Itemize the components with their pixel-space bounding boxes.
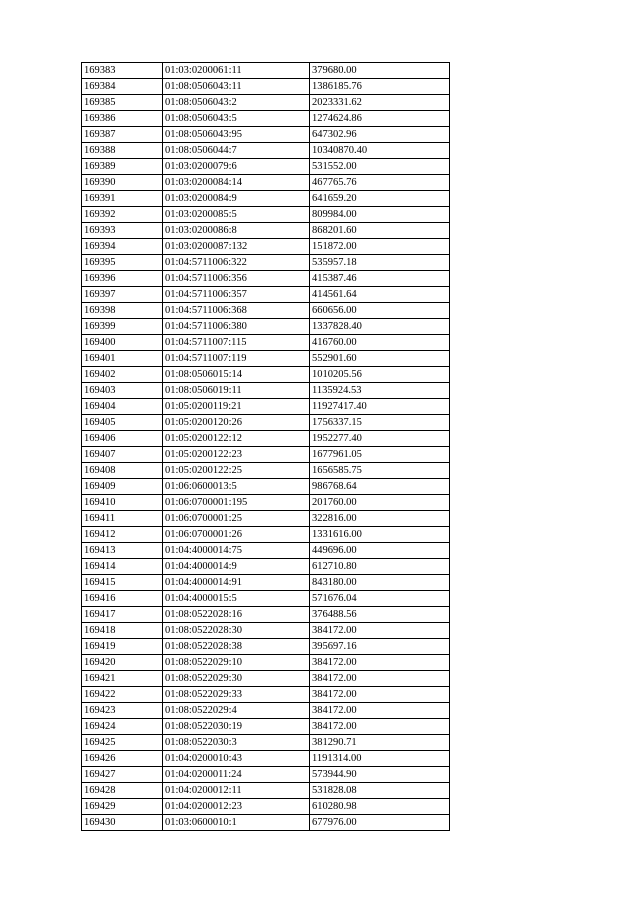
row-id-cell: 169413: [82, 543, 163, 559]
value-cell: 414561.64: [310, 287, 450, 303]
row-id-cell: 169394: [82, 239, 163, 255]
table-row: [82, 719, 450, 735]
row-id-cell: 169430: [82, 815, 163, 831]
value-cell: 573944.90: [310, 767, 450, 783]
row-id-cell: 169384: [82, 79, 163, 95]
cadastral-number-cell: 01:08:0522030:3: [163, 735, 310, 751]
row-id-cell: 169389: [82, 159, 163, 175]
cadastral-number-cell: 01:04:0200011:24: [163, 767, 310, 783]
table-row: [82, 687, 450, 703]
value-cell: 647302.96: [310, 127, 450, 143]
row-id-cell: 169400: [82, 335, 163, 351]
value-cell: 415387.46: [310, 271, 450, 287]
cadastral-number-cell: 01:08:0522028:30: [163, 623, 310, 639]
table-row: [82, 399, 450, 415]
row-id-cell: 169390: [82, 175, 163, 191]
row-id-cell: 169423: [82, 703, 163, 719]
row-id-cell: 169403: [82, 383, 163, 399]
row-id-cell: 169397: [82, 287, 163, 303]
value-cell: 381290.71: [310, 735, 450, 751]
row-id-cell: 169415: [82, 575, 163, 591]
cadastral-number-cell: 01:04:5711006:357: [163, 287, 310, 303]
value-cell: 677976.00: [310, 815, 450, 831]
table-row: [82, 319, 450, 335]
value-cell: 1952277.40: [310, 431, 450, 447]
cadastral-number-cell: 01:03:0200079:6: [163, 159, 310, 175]
cadastral-number-cell: 01:08:0506043:2: [163, 95, 310, 111]
cadastral-number-cell: 01:03:0600010:1: [163, 815, 310, 831]
value-cell: 151872.00: [310, 239, 450, 255]
table-row: [82, 527, 450, 543]
table-row: [82, 127, 450, 143]
cadastral-number-cell: 01:04:5711006:368: [163, 303, 310, 319]
value-cell: 384172.00: [310, 671, 450, 687]
cadastral-number-cell: 01:08:0522029:4: [163, 703, 310, 719]
cadastral-number-cell: 01:08:0506019:11: [163, 383, 310, 399]
table-row: [82, 575, 450, 591]
row-id-cell: 169395: [82, 255, 163, 271]
table-row: [82, 447, 450, 463]
value-cell: 1756337.15: [310, 415, 450, 431]
table-row: [82, 175, 450, 191]
cadastral-number-cell: 01:06:0700001:195: [163, 495, 310, 511]
value-cell: 986768.64: [310, 479, 450, 495]
cadastral-number-cell: 01:08:0522029:33: [163, 687, 310, 703]
row-id-cell: 169412: [82, 527, 163, 543]
value-cell: 610280.98: [310, 799, 450, 815]
value-cell: 201760.00: [310, 495, 450, 511]
row-id-cell: 169405: [82, 415, 163, 431]
value-cell: 384172.00: [310, 703, 450, 719]
table-row: [82, 495, 450, 511]
value-cell: 1677961.05: [310, 447, 450, 463]
table-row: [82, 303, 450, 319]
cadastral-number-cell: 01:08:0522028:38: [163, 639, 310, 655]
row-id-cell: 169428: [82, 783, 163, 799]
row-id-cell: 169402: [82, 367, 163, 383]
table-row: [82, 239, 450, 255]
cadastral-number-cell: 01:03:0200086:8: [163, 223, 310, 239]
cadastral-number-cell: 01:05:0200122:23: [163, 447, 310, 463]
cadastral-number-cell: 01:08:0506043:11: [163, 79, 310, 95]
table-row: [82, 783, 450, 799]
table-row: [82, 223, 450, 239]
value-cell: 1337828.40: [310, 319, 450, 335]
row-id-cell: 169398: [82, 303, 163, 319]
value-cell: 531552.00: [310, 159, 450, 175]
cadastral-number-cell: 01:08:0522030:19: [163, 719, 310, 735]
cadastral-number-cell: 01:04:0200012:11: [163, 783, 310, 799]
table-row: [82, 191, 450, 207]
table-row: [82, 623, 450, 639]
value-cell: 384172.00: [310, 687, 450, 703]
value-cell: 571676.04: [310, 591, 450, 607]
table-row: [82, 543, 450, 559]
table-body: [82, 63, 450, 831]
value-cell: 11927417.40: [310, 399, 450, 415]
cadastral-number-cell: 01:05:0200122:25: [163, 463, 310, 479]
value-cell: 1010205.56: [310, 367, 450, 383]
table-row: [82, 751, 450, 767]
cadastral-number-cell: 01:06:0700001:26: [163, 527, 310, 543]
row-id-cell: 169419: [82, 639, 163, 655]
row-id-cell: 169417: [82, 607, 163, 623]
cadastral-number-cell: 01:05:0200120:26: [163, 415, 310, 431]
row-id-cell: 169391: [82, 191, 163, 207]
row-id-cell: 169388: [82, 143, 163, 159]
value-cell: 2023331.62: [310, 95, 450, 111]
cadastral-number-cell: 01:04:4000014:9: [163, 559, 310, 575]
table-row: [82, 431, 450, 447]
value-cell: 384172.00: [310, 655, 450, 671]
table-row: [82, 95, 450, 111]
value-cell: 10340870.40: [310, 143, 450, 159]
cadastral-number-cell: 01:08:0522029:30: [163, 671, 310, 687]
row-id-cell: 169421: [82, 671, 163, 687]
value-cell: 467765.76: [310, 175, 450, 191]
value-cell: 843180.00: [310, 575, 450, 591]
value-cell: 1274624.86: [310, 111, 450, 127]
cadastral-number-cell: 01:06:0700001:25: [163, 511, 310, 527]
cadastral-number-cell: 01:08:0522028:16: [163, 607, 310, 623]
cadastral-number-cell: 01:04:5711007:115: [163, 335, 310, 351]
cadastral-number-cell: 01:04:5711006:380: [163, 319, 310, 335]
value-cell: 552901.60: [310, 351, 450, 367]
table-row: [82, 511, 450, 527]
value-cell: 809984.00: [310, 207, 450, 223]
cadastral-number-cell: 01:05:0200119:21: [163, 399, 310, 415]
row-id-cell: 169386: [82, 111, 163, 127]
table-row: [82, 799, 450, 815]
cadastral-number-cell: 01:04:4000014:75: [163, 543, 310, 559]
table-row: [82, 383, 450, 399]
row-id-cell: 169418: [82, 623, 163, 639]
table-row: [82, 639, 450, 655]
cadastral-number-cell: 01:08:0506044:7: [163, 143, 310, 159]
table-row: [82, 255, 450, 271]
value-cell: 868201.60: [310, 223, 450, 239]
cadastral-number-cell: 01:04:4000014:91: [163, 575, 310, 591]
table-row: [82, 671, 450, 687]
row-id-cell: 169387: [82, 127, 163, 143]
table-row: [82, 335, 450, 351]
row-id-cell: 169385: [82, 95, 163, 111]
table-row: [82, 479, 450, 495]
value-cell: 449696.00: [310, 543, 450, 559]
value-cell: 641659.20: [310, 191, 450, 207]
cadastral-number-cell: 01:03:0200061:11: [163, 63, 310, 79]
cadastral-number-cell: 01:03:0200084:14: [163, 175, 310, 191]
table-row: [82, 207, 450, 223]
value-cell: 379680.00: [310, 63, 450, 79]
row-id-cell: 169425: [82, 735, 163, 751]
cadastral-number-cell: 01:08:0506043:95: [163, 127, 310, 143]
value-cell: 376488.56: [310, 607, 450, 623]
row-id-cell: 169408: [82, 463, 163, 479]
value-cell: 1191314.00: [310, 751, 450, 767]
row-id-cell: 169426: [82, 751, 163, 767]
table-row: [82, 815, 450, 831]
table-row: [82, 591, 450, 607]
table-row: [82, 735, 450, 751]
row-id-cell: 169383: [82, 63, 163, 79]
row-id-cell: 169409: [82, 479, 163, 495]
value-cell: 384172.00: [310, 623, 450, 639]
data-table: [81, 62, 450, 831]
value-cell: 395697.16: [310, 639, 450, 655]
cadastral-number-cell: 01:08:0506043:5: [163, 111, 310, 127]
table-row: [82, 655, 450, 671]
table-row: [82, 415, 450, 431]
table-row: [82, 287, 450, 303]
cadastral-number-cell: 01:04:0200010:43: [163, 751, 310, 767]
table-row: [82, 111, 450, 127]
cadastral-number-cell: 01:03:0200084:9: [163, 191, 310, 207]
value-cell: 531828.08: [310, 783, 450, 799]
table-row: [82, 271, 450, 287]
table-row: [82, 351, 450, 367]
value-cell: 416760.00: [310, 335, 450, 351]
table-row: [82, 607, 450, 623]
value-cell: 1656585.75: [310, 463, 450, 479]
row-id-cell: 169399: [82, 319, 163, 335]
table-row: [82, 143, 450, 159]
row-id-cell: 169416: [82, 591, 163, 607]
cadastral-number-cell: 01:03:0200087:132: [163, 239, 310, 255]
value-cell: 612710.80: [310, 559, 450, 575]
value-cell: 384172.00: [310, 719, 450, 735]
cadastral-number-cell: 01:08:0506015:14: [163, 367, 310, 383]
value-cell: 1135924.53: [310, 383, 450, 399]
row-id-cell: 169410: [82, 495, 163, 511]
row-id-cell: 169414: [82, 559, 163, 575]
row-id-cell: 169422: [82, 687, 163, 703]
cadastral-number-cell: 01:04:5711007:119: [163, 351, 310, 367]
cadastral-number-cell: 01:04:5711006:356: [163, 271, 310, 287]
value-cell: 535957.18: [310, 255, 450, 271]
row-id-cell: 169407: [82, 447, 163, 463]
table-row: [82, 767, 450, 783]
row-id-cell: 169424: [82, 719, 163, 735]
table-row: [82, 79, 450, 95]
row-id-cell: 169392: [82, 207, 163, 223]
value-cell: 1331616.00: [310, 527, 450, 543]
value-cell: 660656.00: [310, 303, 450, 319]
row-id-cell: 169396: [82, 271, 163, 287]
table-row: [82, 703, 450, 719]
value-cell: 1386185.76: [310, 79, 450, 95]
cadastral-number-cell: 01:08:0522029:10: [163, 655, 310, 671]
table-row: [82, 63, 450, 79]
cadastral-number-cell: 01:05:0200122:12: [163, 431, 310, 447]
cadastral-number-cell: 01:06:0600013:5: [163, 479, 310, 495]
cadastral-number-cell: 01:03:0200085:5: [163, 207, 310, 223]
table-row: [82, 463, 450, 479]
row-id-cell: 169420: [82, 655, 163, 671]
row-id-cell: 169429: [82, 799, 163, 815]
table-row: [82, 159, 450, 175]
table-row: [82, 367, 450, 383]
row-id-cell: 169404: [82, 399, 163, 415]
row-id-cell: 169427: [82, 767, 163, 783]
row-id-cell: 169406: [82, 431, 163, 447]
cadastral-number-cell: 01:04:5711006:322: [163, 255, 310, 271]
cadastral-number-cell: 01:04:0200012:23: [163, 799, 310, 815]
row-id-cell: 169393: [82, 223, 163, 239]
table-row: [82, 559, 450, 575]
cadastral-number-cell: 01:04:4000015:5: [163, 591, 310, 607]
row-id-cell: 169401: [82, 351, 163, 367]
value-cell: 322816.00: [310, 511, 450, 527]
row-id-cell: 169411: [82, 511, 163, 527]
